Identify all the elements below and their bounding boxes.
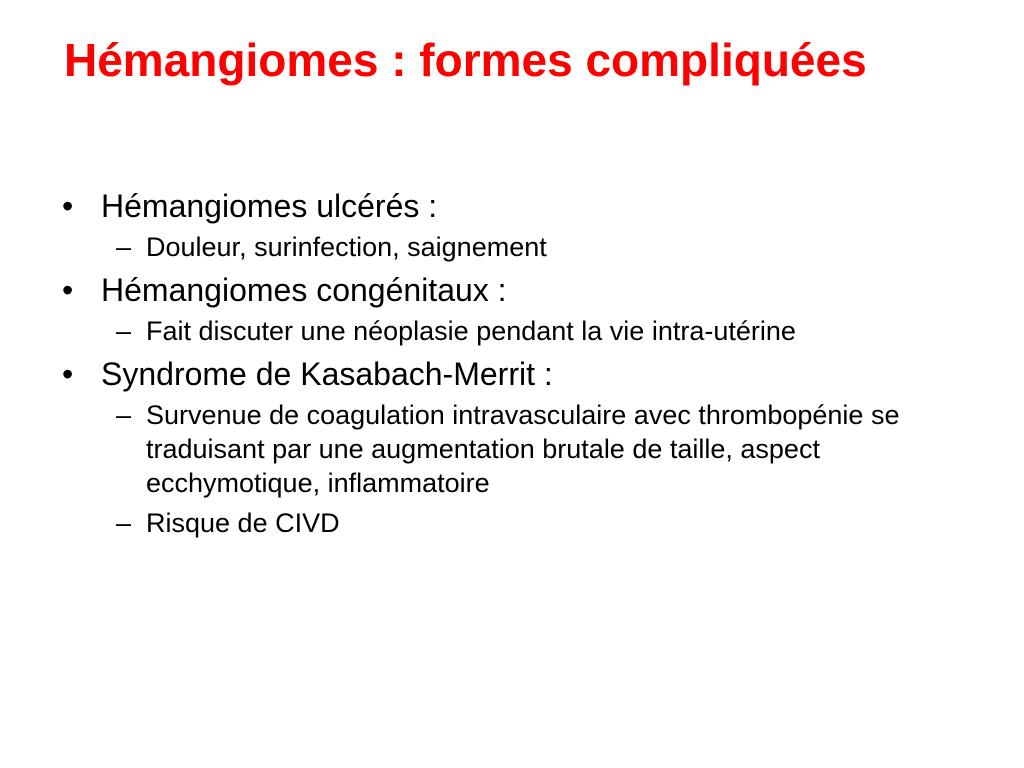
dash-icon: – <box>116 316 132 346</box>
sub-item-text: Douleur, surinfection, saignement <box>146 232 547 262</box>
sub-list <box>101 398 962 540</box>
bullet-item-congenital <box>62 270 962 348</box>
bullet-text: Hémangiomes congénitaux : <box>101 272 507 308</box>
bullet-text: Hémangiomes ulcérés : <box>101 188 438 224</box>
sub-item <box>101 314 966 348</box>
sub-item-text: Fait discuter une néoplasie pendant la vie intra-utérine <box>146 316 796 346</box>
bullet-item-ulcerated <box>62 186 962 264</box>
sub-list <box>101 314 962 348</box>
bullet-list <box>62 186 962 546</box>
bullet-icon: • <box>62 272 74 308</box>
bullet-icon: • <box>62 188 74 224</box>
bullet-item-kasabach-merrit <box>62 354 962 540</box>
slide-title: Hémangiomes : formes compliquées <box>64 34 867 86</box>
sub-item-text: Risque de CIVD <box>146 508 340 538</box>
sub-item-text: Survenue de coagulation intravasculaire avec thrombopénie se traduisant par une augmentation brutale de taille, aspect ecchymotique, inflammatoire <box>146 400 900 498</box>
sub-item <box>101 506 966 540</box>
dash-icon: – <box>116 508 132 538</box>
dash-icon: – <box>116 400 132 430</box>
sub-list <box>101 230 962 264</box>
sub-item <box>101 398 966 500</box>
bullet-text: Syndrome de Kasabach-Merrit : <box>101 356 553 392</box>
sub-item <box>101 230 966 264</box>
dash-icon: – <box>116 232 132 262</box>
bullet-icon: • <box>62 356 74 392</box>
